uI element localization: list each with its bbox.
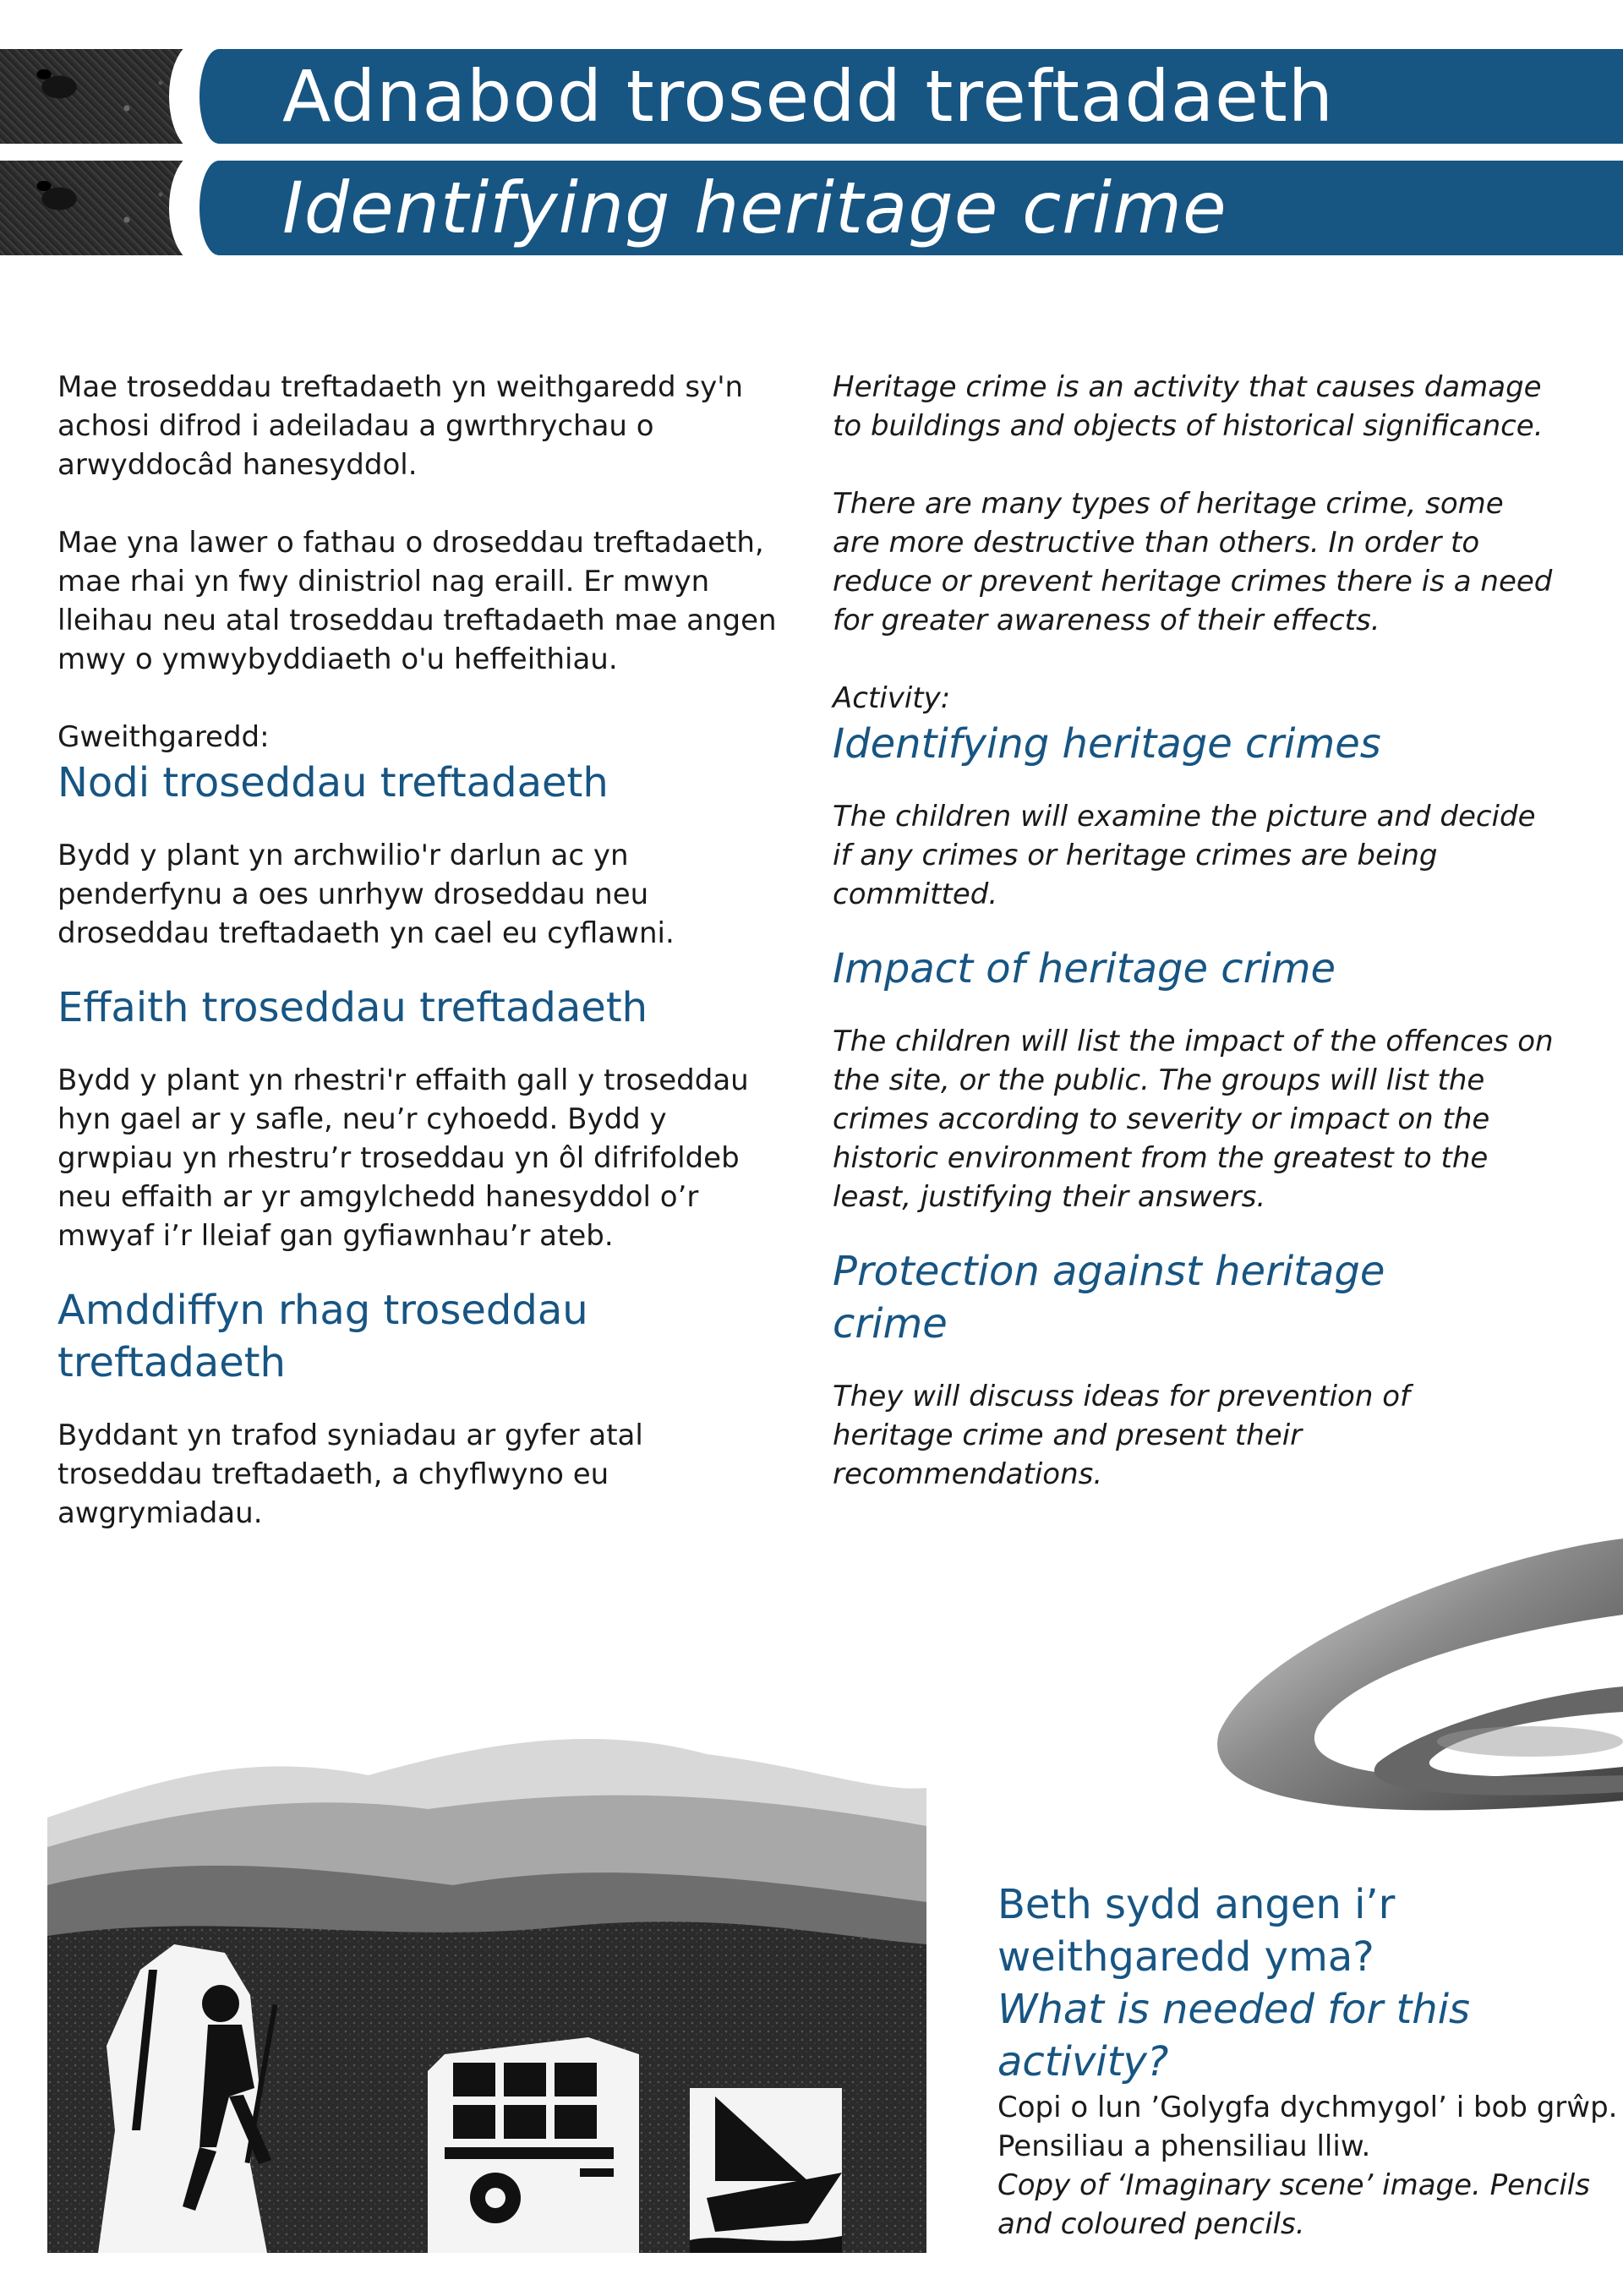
english-activity-label: Activity: [833, 681, 951, 715]
english-intro-1: Heritage crime is an activity that causes damage to buildings and objects of historical significance. [833, 370, 1544, 443]
welsh-heading-identify: Nodi troseddau treftadaeth [57, 759, 609, 806]
welsh-intro-1: Mae troseddau treftadaeth yn weithgaredd sy'n achosi difrod i adeiladau a gwrthrychau o arwyddocâd hanesyddol. [57, 370, 744, 482]
english-column [833, 368, 1560, 1494]
needed-heading-welsh: Beth sydd angen i’r weithgaredd yma? [997, 1881, 1396, 1981]
english-body-identify: The children will examine the picture and decide if any crimes or heritage crimes are being committed. [833, 800, 1536, 911]
imaginary-scene-illustration [47, 1691, 926, 2253]
welsh-column [57, 368, 784, 1533]
materials-needed-section [997, 1878, 1623, 2244]
welsh-heading-protection: Amddiffyn rhag troseddau treftadaeth [57, 1287, 588, 1386]
welsh-body-protection: Byddant yn trafod syniadau ar gyfer atal troseddau treftadaeth, a chyflwyno eu awgrymiadau. [57, 1419, 643, 1530]
title-banner-english [0, 161, 1623, 255]
english-body-impact: The children will list the impact of the offences on the site, or the public. The groups will list the crimes according to severity or impact on the historic environment from the greatest to the least, justifying their answers. [833, 1025, 1554, 1214]
page-title-english: Identifying heritage crime [282, 167, 1227, 249]
english-heading-identify: Identifying heritage crimes [833, 720, 1381, 768]
welsh-body-identify: Bydd y plant yn archwilio'r darlun ac yn penderfynu a oes unrhyw droseddau neu droseddau treftadaeth yn cael eu cyflawni. [57, 839, 675, 950]
welsh-activity-label: Gweithgaredd: [57, 720, 270, 754]
english-heading-protection: Protection against heritage crime [833, 1248, 1385, 1348]
english-heading-impact: Impact of heritage crime [833, 945, 1336, 992]
needed-heading-english: What is needed for this activity? [997, 1986, 1471, 2086]
welsh-intro-2: Mae yna lawer o fathau o droseddau treftadaeth, mae rhai yn fwy dinistriol nag eraill. Er mwyn lleihau neu atal troseddau treftadaeth mae angen mwy o ymwybyddiaeth o'u heffeithiau. [57, 526, 777, 676]
page-title-welsh: Adnabod trosedd treftadaeth [282, 55, 1335, 138]
welsh-heading-impact: Effaith troseddau treftadaeth [57, 984, 648, 1031]
english-body-protection: They will discuss ideas for prevention of heritage crime and present their recommendations. [833, 1380, 1410, 1491]
title-banner-welsh [0, 49, 1623, 144]
english-intro-2: There are many types of heritage crime, some are more destructive than others. In order to reduce or prevent heritage crimes there is a need for greater awareness of their effects. [833, 487, 1553, 637]
needed-text-welsh: Copi o lun ’Golygfa dychmygol’ i bob grŵp. Pensiliau a phensiliau lliw. [997, 2091, 1618, 2163]
welsh-body-impact: Bydd y plant yn rhestri'r effaith gall y troseddau hyn gael ar y safle, neu’r cyhoedd. Bydd y grwpiau yn rhestru’r troseddau yn ôl difrifoldeb neu effaith ar yr amgylchedd hanesyddol o’r mwyaf i’r lleiaf gan gyfiawnhau’r ateb. [57, 1063, 749, 1253]
needed-text-english: Copy of ‘Imaginary scene’ image. Pencils and coloured pencils. [997, 2168, 1590, 2241]
